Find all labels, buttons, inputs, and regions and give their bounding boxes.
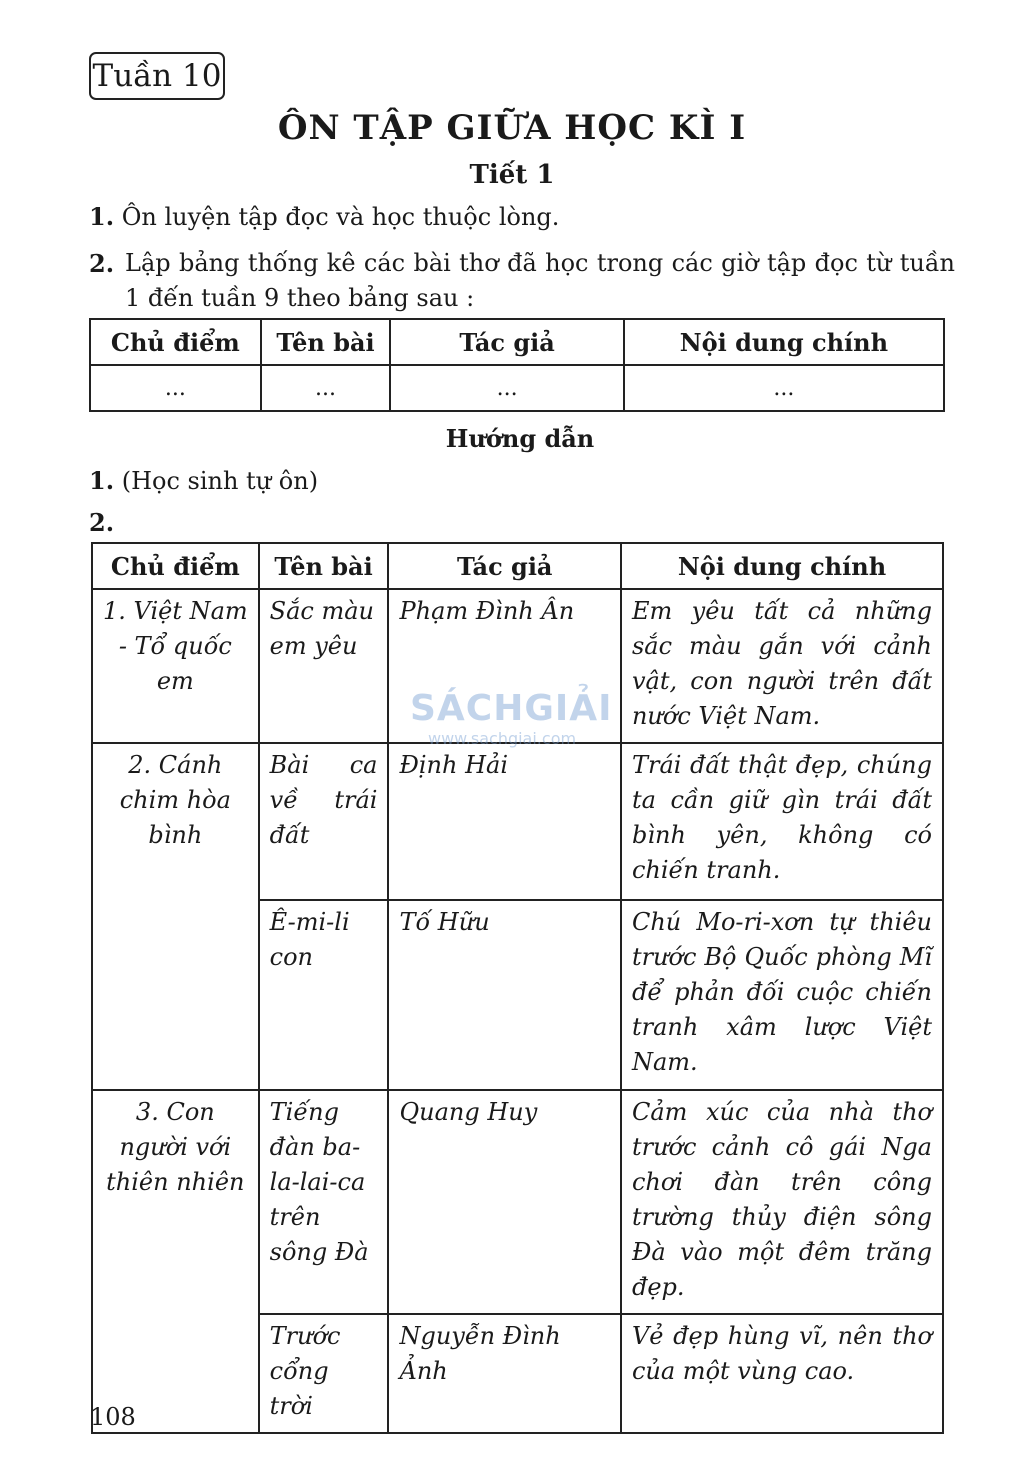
lesson-subtitle: Tiết 1 <box>469 160 555 190</box>
topic-cell: 1. Việt Nam - Tổ quốc em <box>92 589 259 743</box>
question-1 <box>89 202 559 231</box>
author-cell: Tố Hữu <box>388 900 620 1090</box>
content-cell: Em yêu tất cả những sắc màu gắn với cảnh vật, con người trên đất nước Việt Nam. <box>621 589 943 743</box>
week-label: Tuần 10 <box>89 52 225 100</box>
title-cell: Tiếng đàn ba-la-lai-ca trên sông Đà <box>259 1090 389 1314</box>
topic-cell: 2. Cánh chim hòa bình <box>92 743 259 1090</box>
guide-item-2 <box>89 508 114 537</box>
column-header: Tác giả <box>388 543 620 589</box>
watermark <box>410 688 640 778</box>
content-cell: Vẻ đẹp hùng vĩ, nên thơ của một vùng cao. <box>621 1314 943 1433</box>
question-2-number: 2. <box>89 249 115 278</box>
column-header: Chủ điểm <box>92 543 259 589</box>
page-number: 108 <box>90 1403 136 1431</box>
guide-title: Hướng dẫn <box>445 424 595 453</box>
title-cell: Sắc màu em yêu <box>259 589 389 743</box>
guide-item-1-text: (Học sinh tự ôn) <box>121 467 319 495</box>
table-row <box>90 365 944 411</box>
template-table <box>89 318 945 412</box>
content-cell: Chú Mo-ri-xơn tự thiêu trước Bộ Quốc phòng Mĩ để phản đối cuộc chiến tranh xâm lược Việt Nam. <box>621 900 943 1090</box>
watermark-logo: SÁCHGIẢI <box>410 688 613 729</box>
template-table-header <box>90 319 944 365</box>
column-header: Tác giả <box>390 319 623 365</box>
topic-cell: 3. Con người với thiên nhiên <box>92 1090 259 1433</box>
answer-table <box>91 542 944 1434</box>
answer-table-header <box>92 543 943 589</box>
author-cell: Định Hải <box>388 743 620 900</box>
question-2 <box>89 246 955 316</box>
column-header: Chủ điểm <box>90 319 261 365</box>
column-header: Tên bài <box>261 319 391 365</box>
guide-item-1 <box>89 466 318 495</box>
page-title: ÔN TẬP GIỮA HỌC KÌ I <box>277 108 747 148</box>
title-cell: Ê-mi-li con <box>259 900 389 1090</box>
question-1-number: 1. <box>89 202 115 231</box>
table-cell: ... <box>390 365 623 411</box>
guide-item-2-number: 2. <box>89 508 115 537</box>
watermark-url: www.sachgiai.com <box>428 729 577 748</box>
guide-item-1-number: 1. <box>89 466 115 495</box>
title-cell: Bài ca về trái đất <box>259 743 389 900</box>
author-cell: Quang Huy <box>388 1090 620 1314</box>
column-header: Tên bài <box>259 543 389 589</box>
table-cell: ... <box>624 365 944 411</box>
question-2-text: Lập bảng thống kê các bài thơ đã học trong các giờ tập đọc từ tuần 1 đến tuần 9 theo bảng sau : <box>125 249 955 312</box>
title-cell: Trước cổng trời <box>259 1314 389 1433</box>
table-cell: ... <box>90 365 261 411</box>
question-1-text: Ôn luyện tập đọc và học thuộc lòng. <box>121 203 560 231</box>
content-cell: Cảm xúc của nhà thơ trước cảnh cô gái Nga chơi đàn trên công trường thủy điện sông Đà vào một đêm trăng đẹp. <box>621 1090 943 1314</box>
column-header: Nội dung chính <box>624 319 944 365</box>
author-cell: Nguyễn Đình Ảnh <box>388 1314 620 1433</box>
table-cell: ... <box>261 365 391 411</box>
table-row <box>92 1090 943 1314</box>
author-cell: Phạm Đình Ân <box>388 589 620 743</box>
column-header: Nội dung chính <box>621 543 943 589</box>
content-cell: Trái đất thật đẹp, chúng ta cần giữ gìn trái đất bình yên, không có chiến tranh. <box>621 743 943 900</box>
